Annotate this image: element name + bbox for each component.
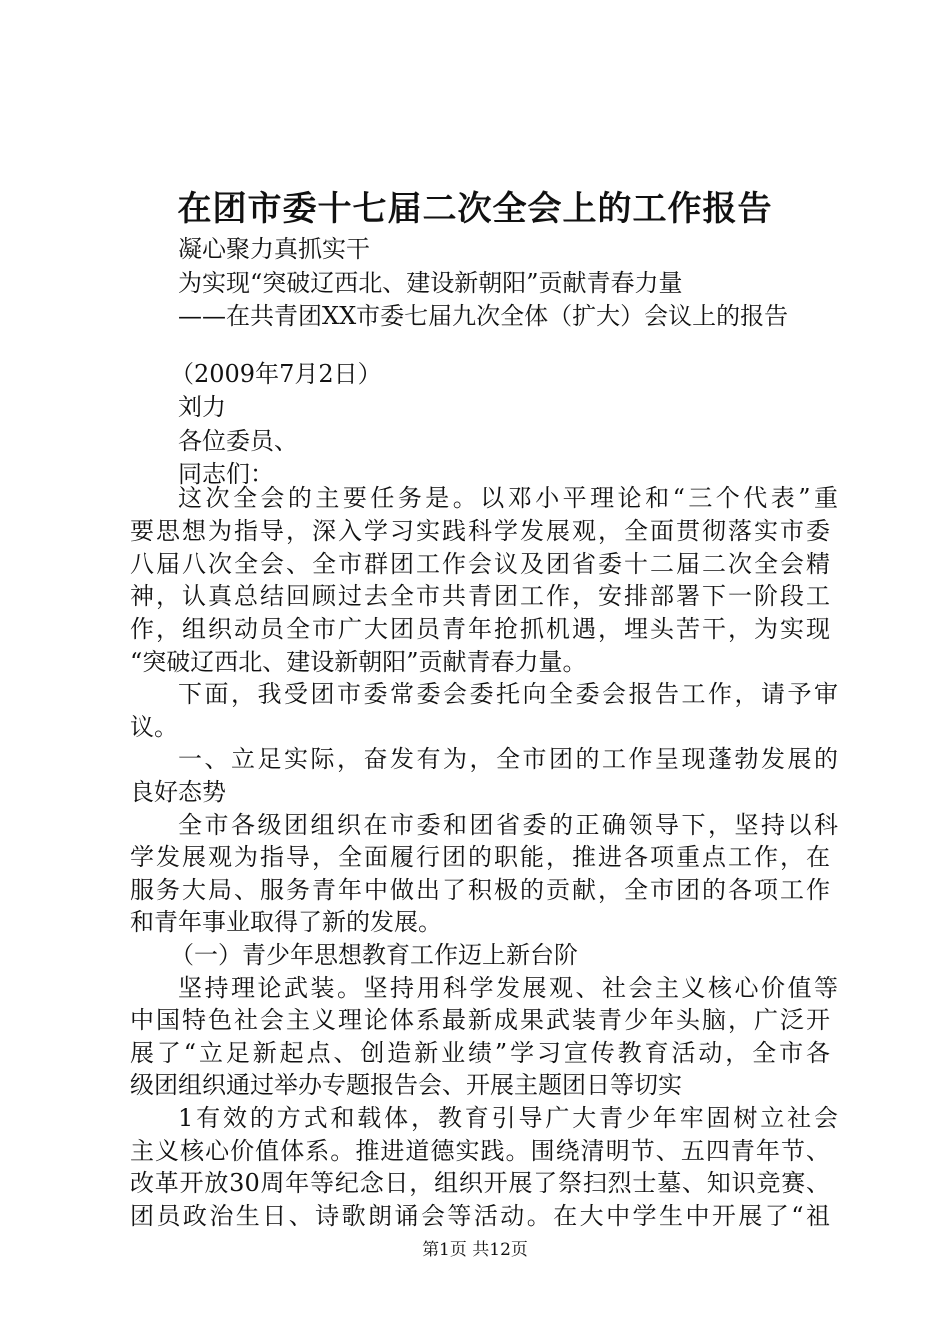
body-line: 服务大局、服务青年中做出了积极的贡献，全市团的各项工作 xyxy=(130,876,830,904)
body-line: 作，组织动员全市广大团员青年抢抓机遇，埋头苦干，为实现 xyxy=(130,615,830,643)
section-heading: 良好态势 xyxy=(130,778,226,806)
section-heading: 一、立足实际，奋发有为，全市团的工作呈现蓬勃发展的 xyxy=(178,745,838,773)
body-line: 和青年事业取得了新的发展。 xyxy=(130,908,442,936)
body-line: 要思想为指导，深入学习实践科学发展观，全面贯彻落实市委 xyxy=(130,517,830,545)
body-line: 神，认真总结回顾过去全市共青团工作，安排部署下一阶段工 xyxy=(130,582,830,610)
subtitle-line: 为实现“突破辽西北、建设新朝阳”贡献青春力量 xyxy=(178,269,683,297)
body-line: 团员政治生日、诗歌朗诵会等活动。在大中学生中开展了“祖 xyxy=(130,1202,830,1230)
body-line: 全市各级团组织在市委和团省委的正确领导下，坚持以科 xyxy=(178,811,838,839)
page-number-footer: 第1页 共12页 xyxy=(422,1240,528,1260)
salutation-line: 同志们： xyxy=(178,460,274,488)
body-line: 下面，我受团市委常委会委托向全委会报告工作，请予审 xyxy=(178,680,838,708)
author-line: 刘力 xyxy=(178,393,226,421)
body-line: “突破辽西北、建设新朝阳”贡献青春力量。 xyxy=(130,648,587,676)
date-line: （2009年7月2日） xyxy=(170,360,382,388)
body-line: 展了“立足新起点、创造新业绩”学习宣传教育活动，全市各 xyxy=(130,1039,830,1067)
body-line: 1有效的方式和载体，教育引导广大青少年牢固树立社会 xyxy=(178,1104,838,1132)
body-line: 议。 xyxy=(130,713,178,741)
body-line: 八届八次全会、全市群团工作会议及团省委十二届二次全会精 xyxy=(130,550,830,578)
subsection-heading: （一）青少年思想教育工作迈上新台阶 xyxy=(170,941,578,969)
body-line: 主义核心价值体系。推进道德实践。围绕清明节、五四青年节、 xyxy=(130,1137,830,1165)
body-line: 改革开放30周年等纪念日，组织开展了祭扫烈士墓、知识竞赛、 xyxy=(130,1169,830,1197)
document-title: 在团市委十七届二次全会上的工作报告 xyxy=(177,189,773,229)
body-line: 学发展观为指导，全面履行团的职能，推进各项重点工作，在 xyxy=(130,843,830,871)
body-line: 级团组织通过举办专题报告会、开展主题团日等切实 xyxy=(130,1071,682,1099)
body-line: 中国特色社会主义理论体系最新成果武装青少年头脑，广泛开 xyxy=(130,1006,830,1034)
salutation-line: 各位委员、 xyxy=(178,427,298,455)
body-line: 这次全会的主要任务是。以邓小平理论和“三个代表”重 xyxy=(178,484,838,512)
subtitle-line: 凝心聚力真抓实干 xyxy=(178,235,370,263)
subtitle-line: ——在共青团XX市委七届九次全体（扩大）会议上的报告 xyxy=(178,302,789,330)
body-line: 坚持理论武装。坚持用科学发展观、社会主义核心价值等 xyxy=(178,974,838,1002)
